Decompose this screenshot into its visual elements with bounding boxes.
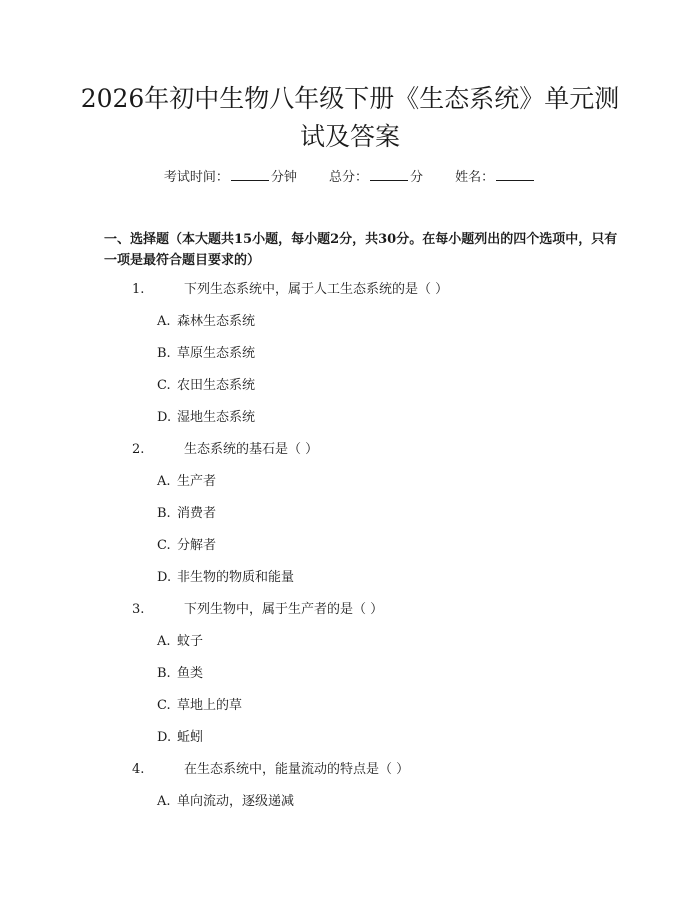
option-text: 草原生态系统 xyxy=(177,346,256,361)
option-letter: A. xyxy=(157,314,171,329)
answer-option xyxy=(0,631,700,663)
answer-option xyxy=(0,407,700,439)
answer-option xyxy=(0,695,700,727)
option-text: 蚊子 xyxy=(177,634,204,649)
option-text: 森林生态系统 xyxy=(177,314,256,329)
option-text: 非生物的物质和能量 xyxy=(177,570,295,585)
option-letter: D. xyxy=(157,570,172,585)
option-text: 蚯蚓 xyxy=(177,730,204,745)
option-letter: A. xyxy=(157,794,171,809)
question-stem xyxy=(0,439,700,471)
total-score-unit: 分 xyxy=(410,170,424,185)
question-item xyxy=(0,439,700,599)
option-text: 鱼类 xyxy=(177,666,204,681)
question-stem xyxy=(0,599,700,631)
document-title: 2026年初中生物八年级下册《生态系统》单元测试及答案 xyxy=(80,84,620,151)
question-text: 在生态系统中，能量流动的特点是（ ） xyxy=(184,762,410,777)
total-score-label: 总分： xyxy=(328,170,368,185)
exam-time-label: 考试时间： xyxy=(163,170,229,185)
question-stem xyxy=(0,759,700,791)
answer-option xyxy=(0,503,700,535)
option-letter: C. xyxy=(157,538,171,553)
answer-option xyxy=(0,311,700,343)
answer-option xyxy=(0,343,700,375)
question-number: 3. xyxy=(132,602,145,617)
option-letter: A. xyxy=(157,634,171,649)
option-text: 生产者 xyxy=(177,474,217,489)
student-name-label: 姓名： xyxy=(455,170,495,185)
exam-time-blank xyxy=(231,168,269,181)
question-number: 2. xyxy=(132,442,145,457)
option-letter: B. xyxy=(157,506,171,521)
option-letter: C. xyxy=(157,698,171,713)
question-text: 生态系统的基石是（ ） xyxy=(184,442,319,457)
answer-option xyxy=(0,471,700,503)
question-number: 4. xyxy=(132,762,145,777)
question-text: 下列生态系统中，属于人工生态系统的是（ ） xyxy=(184,282,449,297)
option-letter: C. xyxy=(157,378,171,393)
option-text: 单向流动，逐级递减 xyxy=(177,794,295,809)
question-list xyxy=(0,279,700,823)
answer-option xyxy=(0,727,700,759)
option-letter: B. xyxy=(157,346,171,361)
exam-time-field xyxy=(164,170,297,185)
question-text: 下列生物中，属于生产者的是（ ） xyxy=(184,602,384,617)
student-name-field xyxy=(455,170,536,185)
option-letter: B. xyxy=(157,666,171,681)
option-text: 湿地生态系统 xyxy=(177,410,256,425)
question-item xyxy=(0,759,700,823)
option-letter: A. xyxy=(157,474,171,489)
option-letter: D. xyxy=(157,410,172,425)
answer-option xyxy=(0,375,700,407)
question-item xyxy=(0,279,700,439)
option-text: 农田生态系统 xyxy=(177,378,256,393)
total-score-blank xyxy=(370,168,408,181)
question-stem xyxy=(0,279,700,311)
option-letter: D. xyxy=(157,730,172,745)
total-score-field xyxy=(329,170,423,185)
question-number: 1. xyxy=(132,282,145,297)
answer-option xyxy=(0,663,700,695)
option-text: 草地上的草 xyxy=(177,698,243,713)
question-item xyxy=(0,599,700,759)
option-text: 分解者 xyxy=(177,538,217,553)
exam-time-unit: 分钟 xyxy=(270,170,297,185)
section-heading: 一、选择题（本大题共15小题，每小题2分，共30分。在每小题列出的四个选项中，只有一项是最符合题目要求的） xyxy=(104,232,618,268)
answer-option xyxy=(0,535,700,567)
exam-info-line xyxy=(0,168,700,188)
student-name-blank xyxy=(496,168,534,181)
answer-option xyxy=(0,567,700,599)
answer-option xyxy=(0,791,700,823)
option-text: 消费者 xyxy=(177,506,217,521)
